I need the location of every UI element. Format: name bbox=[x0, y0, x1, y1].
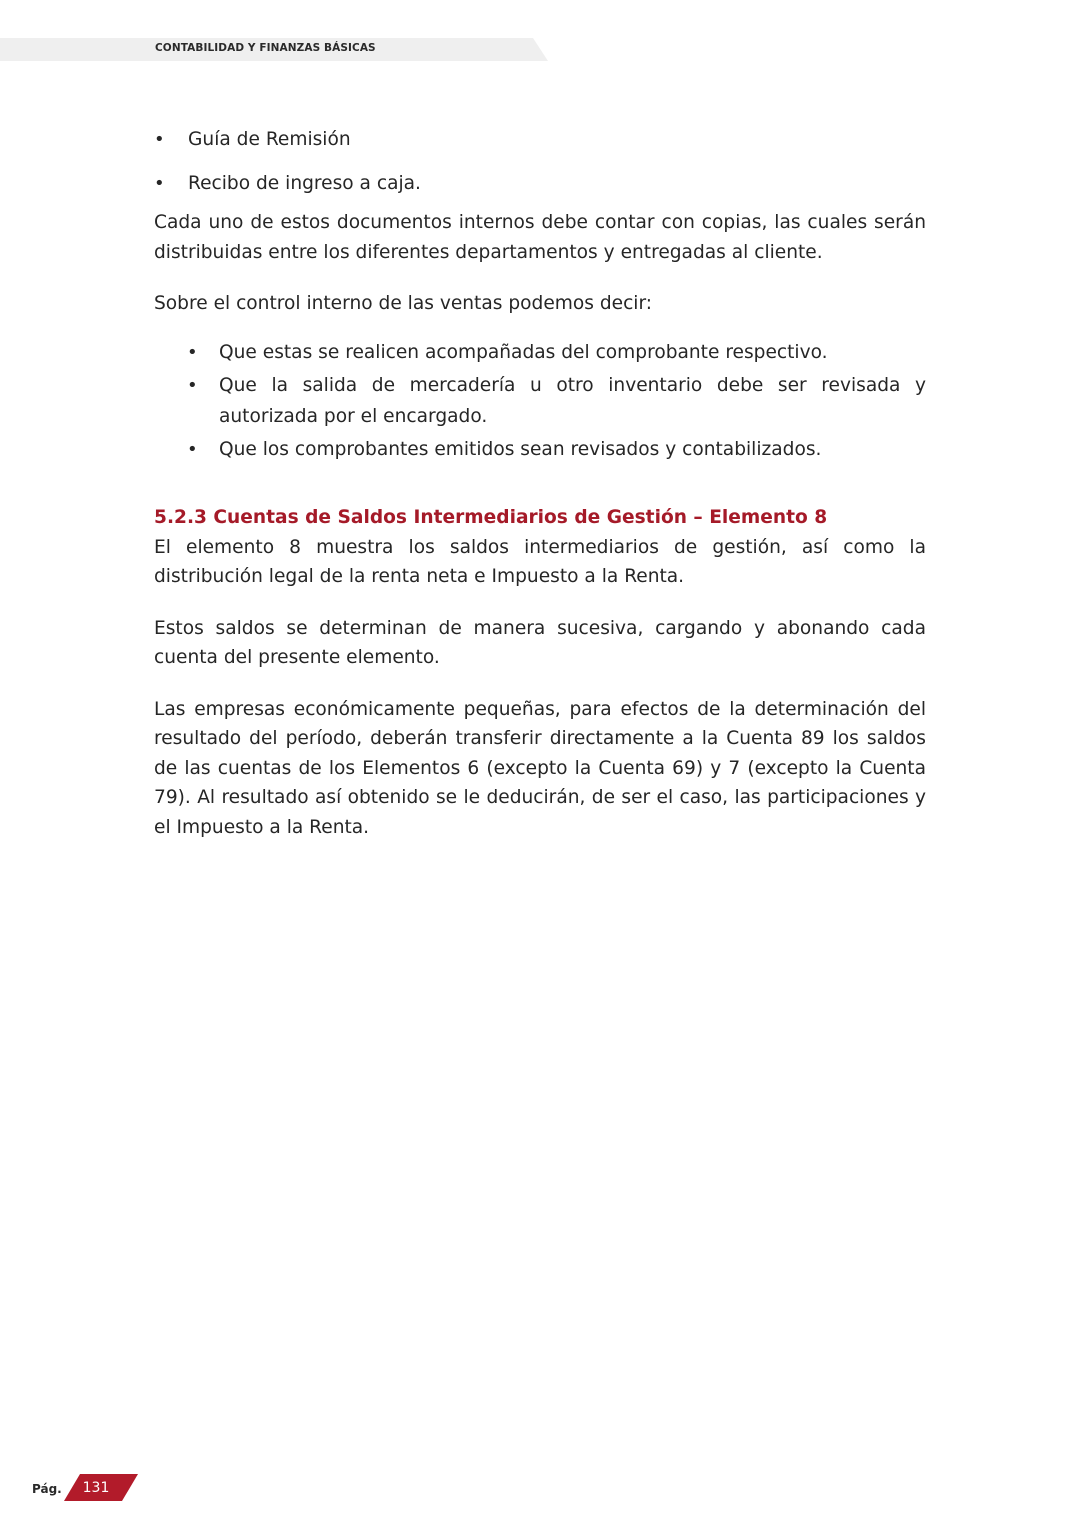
bullet-icon: • bbox=[187, 438, 198, 460]
list-item bbox=[154, 169, 926, 199]
bullet-icon: • bbox=[187, 341, 198, 363]
list-item bbox=[154, 125, 926, 155]
running-header-title: CONTABILIDAD Y FINANZAS BÁSICAS bbox=[155, 42, 376, 54]
section-paragraph: Las empresas económicamente pequeñas, para efectos de la determinación del resultado del período, deberán transferir directamente a la Cuenta 89 los saldos de las cuentas de los Elementos 6 (excepto la Cuenta 69) y 7 (excepto la Cuenta 79). Al resultado así obtenido se le deducirán, de ser el caso, las participaciones y el Impuesto a la Renta. bbox=[154, 698, 926, 838]
list-item-text: Que estas se realicen acompañadas del comprobante respectivo. bbox=[219, 341, 828, 363]
section-paragraph: El elemento 8 muestra los saldos intermediarios de gestión, así como la distribución legal de la renta neta e Impuesto a la Renta. bbox=[154, 536, 926, 587]
bullet-icon: • bbox=[154, 172, 165, 194]
list-item bbox=[187, 337, 926, 368]
section-paragraph: Estos saldos se determinan de manera sucesiva, cargando y abonando cada cuenta del presente elemento. bbox=[154, 617, 926, 668]
page-label: Pág. bbox=[32, 1482, 62, 1496]
paragraph-copies: Cada uno de estos documentos internos debe contar con copias, las cuales serán distribuidas entre los diferentes departamentos y entregadas al cliente. bbox=[154, 212, 926, 263]
control-list bbox=[154, 337, 926, 465]
bullet-icon: • bbox=[187, 374, 198, 396]
list-item bbox=[187, 370, 926, 432]
page-content bbox=[154, 125, 926, 864]
list-item-text: Que la salida de mercadería u otro inventario debe ser revisada y autorizada por el encargado. bbox=[219, 374, 926, 427]
paragraph-control-intro: Sobre el control interno de las ventas podemos decir: bbox=[154, 293, 653, 314]
section-heading: 5.2.3 Cuentas de Saldos Intermediarios de Gestión – Elemento 8 bbox=[154, 506, 828, 528]
page-number: 131 bbox=[82, 1480, 110, 1496]
list-item-text: Que los comprobantes emitidos sean revisados y contabilizados. bbox=[219, 438, 822, 460]
list-item bbox=[187, 434, 926, 465]
list-item-text: Recibo de ingreso a caja. bbox=[188, 172, 421, 194]
page-footer bbox=[32, 1474, 152, 1502]
bullet-icon: • bbox=[154, 129, 165, 150]
documents-list bbox=[154, 125, 926, 198]
list-item-text: Guía de Remisión bbox=[188, 129, 351, 150]
